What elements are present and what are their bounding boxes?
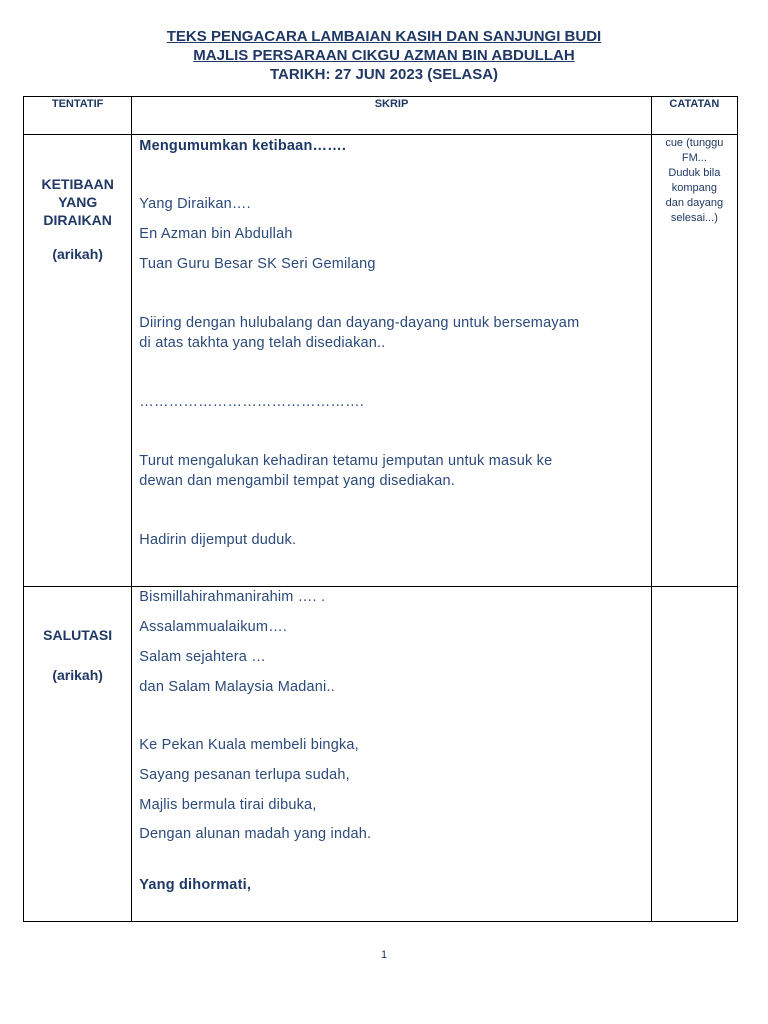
- skrip-line: Ke Pekan Kuala membeli bingka,: [139, 737, 359, 753]
- skrip-line: Salam sejahtera …: [139, 649, 267, 665]
- catatan-line: dan dayang: [665, 197, 724, 209]
- skrip-line: Sayang pesanan terlupa sudah,: [139, 767, 350, 783]
- skrip-line: Assalammualaikum….: [139, 619, 288, 635]
- script-table: [23, 96, 738, 922]
- skrip-line: Mengumumkan ketibaan…….: [139, 138, 347, 154]
- skrip-line: Turut mengalukan kehadiran tetamu jemputan untuk masuk ke: [139, 453, 553, 469]
- skrip-cell: [132, 587, 651, 922]
- skrip-line: dewan dan mengambil tempat yang disediakan.: [139, 473, 456, 489]
- header-tentatif: TENTATIF: [24, 97, 132, 135]
- skrip-line: Hadirin dijemput duduk.: [139, 532, 297, 548]
- tentatif-note: (arikah): [52, 246, 103, 262]
- skrip-cell: [132, 135, 651, 587]
- skrip-line: Tuan Guru Besar SK Seri Gemilang: [139, 256, 376, 272]
- tentatif-label: KETIBAAN: [41, 176, 114, 192]
- tentatif-label: DIRAIKAN: [43, 212, 112, 228]
- catatan-line: Duduk bila: [668, 167, 721, 179]
- catatan-cell: [651, 135, 737, 587]
- skrip-line: Dengan alunan madah yang indah.: [139, 826, 372, 842]
- tentatif-label: YANG: [58, 194, 98, 210]
- header-catatan: CATATAN: [651, 97, 737, 135]
- table-row: [24, 587, 738, 922]
- table-row: [24, 135, 738, 587]
- catatan-line: FM...: [681, 152, 707, 164]
- skrip-line: Bismillahirahmanirahim …. .: [139, 589, 326, 605]
- catatan-line: kompang: [671, 182, 717, 194]
- skrip-line: Majlis bermula tirai dibuka,: [139, 797, 317, 813]
- header-title: TEKS PENGACARA LAMBAIAN KASIH DAN SANJUNGI BUDI: [166, 28, 602, 45]
- catatan-cell: [651, 587, 737, 922]
- tentatif-cell: [24, 135, 132, 587]
- skrip-line: dan Salam Malaysia Madani..: [139, 679, 335, 695]
- table-header-row: [24, 97, 738, 135]
- skrip-line: Yang dihormati,: [139, 877, 252, 893]
- skrip-line: Diiring dengan hulubalang dan dayang-dayang untuk bersemayam: [139, 315, 580, 331]
- page-number: 1: [380, 949, 388, 961]
- tentatif-note: (arikah): [52, 667, 103, 683]
- skrip-line: En Azman bin Abdullah: [139, 226, 293, 242]
- header-date: TARIKH: 27 JUN 2023 (SELASA): [269, 66, 499, 83]
- tentatif-label: SALUTASI: [43, 627, 113, 643]
- catatan-line: selesai...): [670, 212, 718, 224]
- tentatif-cell: [24, 587, 132, 922]
- header-event: MAJLIS PERSARAAN CIKGU AZMAN BIN ABDULLAH: [193, 47, 575, 64]
- document-header: [0, 27, 768, 84]
- catatan-line: cue (tunggu: [665, 137, 724, 149]
- header-skrip: SKRIP: [132, 97, 651, 135]
- skrip-line: ……………………………………….: [139, 394, 365, 410]
- catatan-line: [652, 587, 737, 588]
- skrip-line: Yang Diraikan….: [139, 196, 251, 212]
- skrip-line: di atas takhta yang telah disediakan..: [139, 335, 386, 351]
